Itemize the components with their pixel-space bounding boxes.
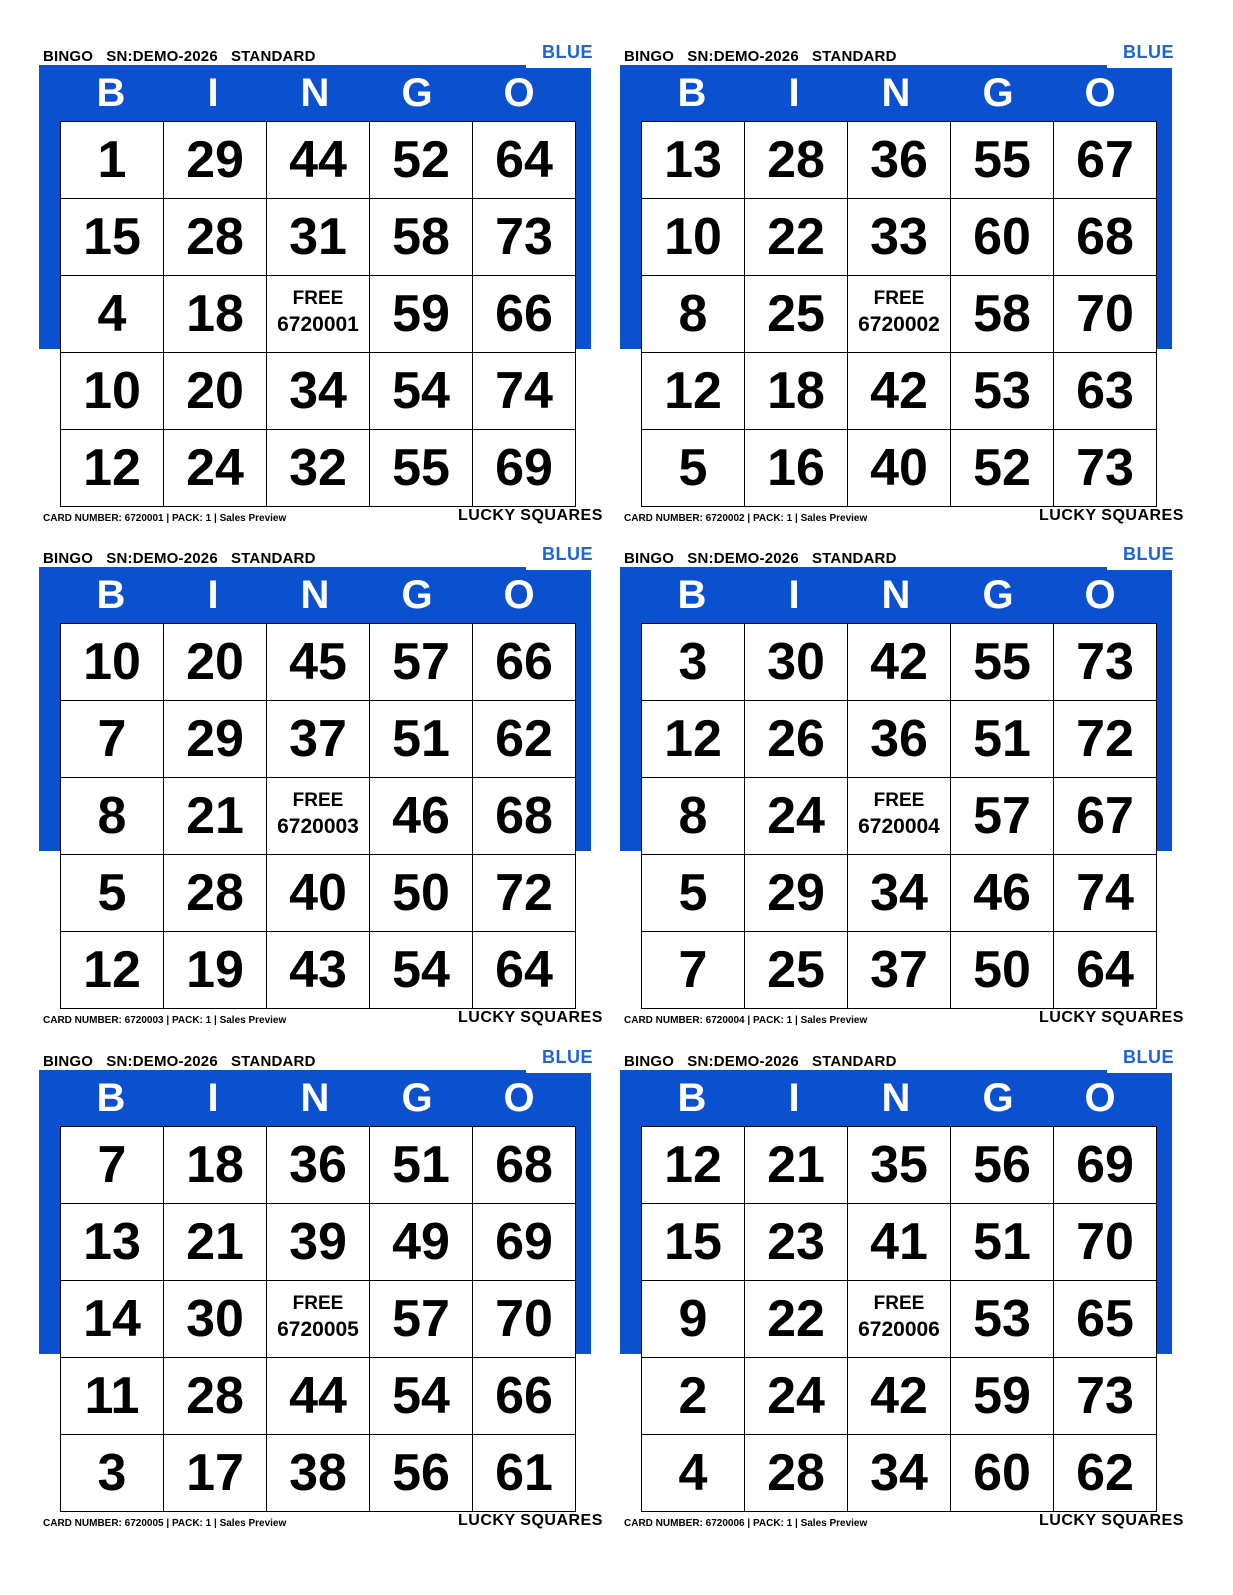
letter-o: O: [1084, 573, 1116, 617]
brand-name: LUCKY SQUARES: [458, 1512, 603, 1529]
number-cell: 52: [951, 430, 1054, 507]
number-cell: 34: [848, 1435, 951, 1512]
number-cell: 43: [267, 932, 370, 1009]
number-cell: 29: [164, 701, 267, 778]
number-cell: 63: [1054, 353, 1157, 430]
free-card-number: 6720002: [858, 313, 940, 336]
number-cell: 24: [164, 430, 267, 507]
number-cell: 30: [745, 624, 848, 701]
number-cell: 25: [745, 932, 848, 1009]
number-cell: 29: [164, 122, 267, 199]
number-cell: 19: [164, 932, 267, 1009]
grid-row: [642, 1435, 1157, 1512]
letter-n: N: [881, 1076, 911, 1120]
number-cell: 57: [951, 778, 1054, 855]
number-cell: 21: [164, 778, 267, 855]
number-cell: 44: [267, 1358, 370, 1435]
letter-g: G: [401, 573, 433, 617]
grid-row: [61, 430, 576, 507]
bingo-card: [39, 1042, 619, 1542]
grid-row: [61, 1358, 576, 1435]
number-cell: 54: [370, 932, 473, 1009]
number-cell: 68: [473, 1127, 576, 1204]
letter-o: O: [503, 71, 535, 115]
number-cell: 54: [370, 353, 473, 430]
color-label: BLUE: [542, 1047, 593, 1067]
number-cell: 69: [473, 1204, 576, 1281]
bingo-letters: [60, 1070, 570, 1126]
number-cell: 73: [473, 199, 576, 276]
number-cell: 53: [951, 1281, 1054, 1358]
letter-g: G: [401, 1076, 433, 1120]
number-cell: 57: [370, 624, 473, 701]
number-cell: 41: [848, 1204, 951, 1281]
free-space: [267, 276, 370, 353]
number-cell: 12: [642, 1127, 745, 1204]
grid-row: [642, 1127, 1157, 1204]
number-cell: 66: [473, 624, 576, 701]
letter-o: O: [503, 573, 535, 617]
number-cell: 58: [951, 276, 1054, 353]
number-cell: 67: [1054, 778, 1157, 855]
number-cell: 40: [848, 430, 951, 507]
number-cell: 46: [951, 855, 1054, 932]
free-card-number: 6720004: [858, 815, 940, 838]
letter-o: O: [1084, 71, 1116, 115]
number-cell: 40: [267, 855, 370, 932]
card-footer: CARD NUMBER: 6720002 | PACK: 1 | Sales Preview: [624, 513, 868, 524]
number-cell: 10: [61, 624, 164, 701]
grid-row: [61, 701, 576, 778]
number-cell: 18: [745, 353, 848, 430]
number-cell: 50: [370, 855, 473, 932]
letter-b: B: [96, 71, 126, 115]
letter-n: N: [881, 573, 911, 617]
letter-g: G: [982, 1076, 1014, 1120]
free-label: FREE: [292, 288, 344, 309]
number-cell: 7: [61, 701, 164, 778]
number-cell: 28: [164, 1358, 267, 1435]
number-cell: 3: [642, 624, 745, 701]
number-cell: 52: [370, 122, 473, 199]
number-cell: 68: [473, 778, 576, 855]
number-cell: 38: [267, 1435, 370, 1512]
letter-o: O: [503, 1076, 535, 1120]
grid-row: [642, 1358, 1157, 1435]
number-cell: 69: [1054, 1127, 1157, 1204]
number-cell: 37: [267, 701, 370, 778]
letter-i: I: [788, 573, 800, 617]
number-cell: 22: [745, 1281, 848, 1358]
number-cell: 34: [848, 855, 951, 932]
number-cell: 36: [267, 1127, 370, 1204]
bingo-letters: [641, 567, 1151, 623]
number-cell: 51: [951, 1204, 1054, 1281]
number-cell: 61: [473, 1435, 576, 1512]
free-label: FREE: [292, 790, 344, 811]
bingo-card: [620, 1042, 1200, 1542]
number-cell: 18: [164, 1127, 267, 1204]
number-cell: 8: [642, 276, 745, 353]
color-label: BLUE: [1123, 544, 1174, 564]
number-cell: 51: [370, 1127, 473, 1204]
grid-row: [61, 855, 576, 932]
grid-row: [642, 778, 1157, 855]
free-space: [848, 276, 951, 353]
number-grid: [641, 1126, 1157, 1512]
number-cell: 67: [1054, 122, 1157, 199]
number-cell: 29: [745, 855, 848, 932]
number-cell: 10: [642, 199, 745, 276]
number-cell: 73: [1054, 430, 1157, 507]
grid-row: [61, 1204, 576, 1281]
letter-b: B: [677, 1076, 707, 1120]
number-cell: 2: [642, 1358, 745, 1435]
grid-row: [61, 778, 576, 855]
letter-b: B: [96, 1076, 126, 1120]
grid-row: [642, 430, 1157, 507]
number-cell: 64: [1054, 932, 1157, 1009]
number-cell: 56: [951, 1127, 1054, 1204]
free-space: [848, 778, 951, 855]
bingo-card: [39, 539, 619, 1039]
number-cell: 28: [164, 199, 267, 276]
number-cell: 59: [370, 276, 473, 353]
number-cell: 28: [745, 1435, 848, 1512]
number-cell: 66: [473, 1358, 576, 1435]
number-cell: 12: [61, 932, 164, 1009]
letter-g: G: [982, 71, 1014, 115]
card-header: BINGO SN:DEMO-2026 STANDARD: [43, 48, 316, 65]
card-header: BINGO SN:DEMO-2026 STANDARD: [624, 48, 897, 65]
number-cell: 68: [1054, 199, 1157, 276]
free-card-number: 6720005: [277, 1318, 359, 1341]
bingo-letters: [60, 65, 570, 121]
card-footer: CARD NUMBER: 6720005 | PACK: 1 | Sales Preview: [43, 1518, 287, 1529]
number-cell: 9: [642, 1281, 745, 1358]
number-cell: 17: [164, 1435, 267, 1512]
card-footer: CARD NUMBER: 6720003 | PACK: 1 | Sales Preview: [43, 1015, 287, 1026]
number-cell: 70: [473, 1281, 576, 1358]
card-header: BINGO SN:DEMO-2026 STANDARD: [624, 1053, 897, 1070]
color-label: BLUE: [1123, 42, 1174, 62]
grid-row: [642, 1204, 1157, 1281]
number-cell: 22: [745, 199, 848, 276]
number-cell: 21: [745, 1127, 848, 1204]
number-cell: 62: [1054, 1435, 1157, 1512]
number-cell: 20: [164, 624, 267, 701]
number-cell: 57: [370, 1281, 473, 1358]
number-cell: 42: [848, 353, 951, 430]
letter-i: I: [788, 1076, 800, 1120]
number-cell: 20: [164, 353, 267, 430]
number-cell: 39: [267, 1204, 370, 1281]
number-cell: 73: [1054, 1358, 1157, 1435]
number-cell: 73: [1054, 624, 1157, 701]
grid-row: [642, 932, 1157, 1009]
number-cell: 54: [370, 1358, 473, 1435]
letter-b: B: [677, 573, 707, 617]
number-cell: 13: [642, 122, 745, 199]
letter-n: N: [881, 71, 911, 115]
number-cell: 11: [61, 1358, 164, 1435]
number-cell: 10: [61, 353, 164, 430]
letter-o: O: [1084, 1076, 1116, 1120]
letter-b: B: [96, 573, 126, 617]
number-cell: 28: [745, 122, 848, 199]
number-cell: 36: [848, 122, 951, 199]
card-footer: CARD NUMBER: 6720006 | PACK: 1 | Sales Preview: [624, 1518, 868, 1529]
grid-row: [61, 199, 576, 276]
number-cell: 46: [370, 778, 473, 855]
grid-row: [642, 276, 1157, 353]
number-cell: 62: [473, 701, 576, 778]
grid-row: [61, 276, 576, 353]
number-cell: 64: [473, 932, 576, 1009]
color-label: BLUE: [1123, 1047, 1174, 1067]
color-label: BLUE: [542, 42, 593, 62]
number-cell: 36: [848, 701, 951, 778]
number-cell: 70: [1054, 1204, 1157, 1281]
number-cell: 42: [848, 1358, 951, 1435]
number-cell: 8: [61, 778, 164, 855]
free-label: FREE: [873, 790, 925, 811]
grid-row: [642, 199, 1157, 276]
number-cell: 30: [164, 1281, 267, 1358]
number-cell: 4: [61, 276, 164, 353]
number-grid: [60, 121, 576, 507]
number-cell: 7: [642, 932, 745, 1009]
grid-row: [642, 701, 1157, 778]
free-space: [848, 1281, 951, 1358]
number-cell: 18: [164, 276, 267, 353]
number-cell: 1: [61, 122, 164, 199]
number-grid: [641, 121, 1157, 507]
card-footer: CARD NUMBER: 6720004 | PACK: 1 | Sales Preview: [624, 1015, 868, 1026]
free-space: [267, 1281, 370, 1358]
brand-name: LUCKY SQUARES: [458, 1009, 603, 1026]
color-label: BLUE: [542, 544, 593, 564]
grid-row: [61, 353, 576, 430]
free-label: FREE: [873, 1293, 925, 1314]
number-cell: 12: [642, 701, 745, 778]
number-cell: 50: [951, 932, 1054, 1009]
number-grid: [60, 1126, 576, 1512]
number-cell: 51: [370, 701, 473, 778]
number-cell: 24: [745, 778, 848, 855]
number-cell: 32: [267, 430, 370, 507]
number-cell: 44: [267, 122, 370, 199]
grid-row: [642, 353, 1157, 430]
number-cell: 66: [473, 276, 576, 353]
grid-row: [61, 624, 576, 701]
letter-n: N: [300, 1076, 330, 1120]
letter-i: I: [207, 71, 219, 115]
number-cell: 12: [61, 430, 164, 507]
number-cell: 5: [642, 855, 745, 932]
number-cell: 34: [267, 353, 370, 430]
bingo-letters: [641, 65, 1151, 121]
bingo-card: [620, 539, 1200, 1039]
number-cell: 70: [1054, 276, 1157, 353]
brand-name: LUCKY SQUARES: [1039, 1512, 1184, 1529]
letter-i: I: [207, 1076, 219, 1120]
grid-row: [642, 1281, 1157, 1358]
letter-b: B: [677, 71, 707, 115]
card-header: BINGO SN:DEMO-2026 STANDARD: [43, 1053, 316, 1070]
letter-g: G: [401, 71, 433, 115]
bingo-card: [39, 37, 619, 537]
grid-row: [642, 855, 1157, 932]
free-card-number: 6720001: [277, 313, 359, 336]
number-cell: 74: [1054, 855, 1157, 932]
number-cell: 51: [951, 701, 1054, 778]
number-cell: 8: [642, 778, 745, 855]
card-footer: CARD NUMBER: 6720001 | PACK: 1 | Sales Preview: [43, 513, 287, 524]
number-cell: 37: [848, 932, 951, 1009]
number-cell: 16: [745, 430, 848, 507]
free-card-number: 6720003: [277, 815, 359, 838]
free-label: FREE: [292, 1293, 344, 1314]
brand-name: LUCKY SQUARES: [1039, 507, 1184, 524]
brand-name: LUCKY SQUARES: [458, 507, 603, 524]
letter-g: G: [982, 573, 1014, 617]
bingo-letters: [641, 1070, 1151, 1126]
number-cell: 28: [164, 855, 267, 932]
number-cell: 53: [951, 353, 1054, 430]
number-cell: 65: [1054, 1281, 1157, 1358]
number-cell: 55: [951, 624, 1054, 701]
letter-i: I: [788, 71, 800, 115]
number-cell: 5: [61, 855, 164, 932]
number-cell: 72: [1054, 701, 1157, 778]
number-cell: 14: [61, 1281, 164, 1358]
number-cell: 74: [473, 353, 576, 430]
number-cell: 33: [848, 199, 951, 276]
letter-i: I: [207, 573, 219, 617]
grid-row: [61, 932, 576, 1009]
number-cell: 35: [848, 1127, 951, 1204]
number-cell: 21: [164, 1204, 267, 1281]
number-cell: 3: [61, 1435, 164, 1512]
number-cell: 5: [642, 430, 745, 507]
number-cell: 58: [370, 199, 473, 276]
number-cell: 60: [951, 1435, 1054, 1512]
grid-row: [61, 1435, 576, 1512]
number-cell: 12: [642, 353, 745, 430]
number-cell: 49: [370, 1204, 473, 1281]
grid-row: [61, 1281, 576, 1358]
number-cell: 55: [951, 122, 1054, 199]
letter-n: N: [300, 573, 330, 617]
grid-row: [61, 1127, 576, 1204]
number-cell: 45: [267, 624, 370, 701]
number-cell: 23: [745, 1204, 848, 1281]
grid-row: [642, 624, 1157, 701]
number-cell: 31: [267, 199, 370, 276]
card-header: BINGO SN:DEMO-2026 STANDARD: [43, 550, 316, 567]
grid-row: [61, 122, 576, 199]
free-card-number: 6720006: [858, 1318, 940, 1341]
number-cell: 42: [848, 624, 951, 701]
bingo-card: [620, 37, 1200, 537]
brand-name: LUCKY SQUARES: [1039, 1009, 1184, 1026]
number-cell: 56: [370, 1435, 473, 1512]
number-cell: 26: [745, 701, 848, 778]
number-cell: 24: [745, 1358, 848, 1435]
free-label: FREE: [873, 288, 925, 309]
number-cell: 15: [61, 199, 164, 276]
bingo-letters: [60, 567, 570, 623]
free-space: [267, 778, 370, 855]
number-cell: 60: [951, 199, 1054, 276]
grid-row: [642, 122, 1157, 199]
number-cell: 59: [951, 1358, 1054, 1435]
number-cell: 55: [370, 430, 473, 507]
number-grid: [60, 623, 576, 1009]
number-cell: 4: [642, 1435, 745, 1512]
number-cell: 13: [61, 1204, 164, 1281]
number-cell: 7: [61, 1127, 164, 1204]
number-cell: 72: [473, 855, 576, 932]
number-cell: 25: [745, 276, 848, 353]
number-cell: 15: [642, 1204, 745, 1281]
number-cell: 64: [473, 122, 576, 199]
number-grid: [641, 623, 1157, 1009]
card-header: BINGO SN:DEMO-2026 STANDARD: [624, 550, 897, 567]
letter-n: N: [300, 71, 330, 115]
number-cell: 69: [473, 430, 576, 507]
